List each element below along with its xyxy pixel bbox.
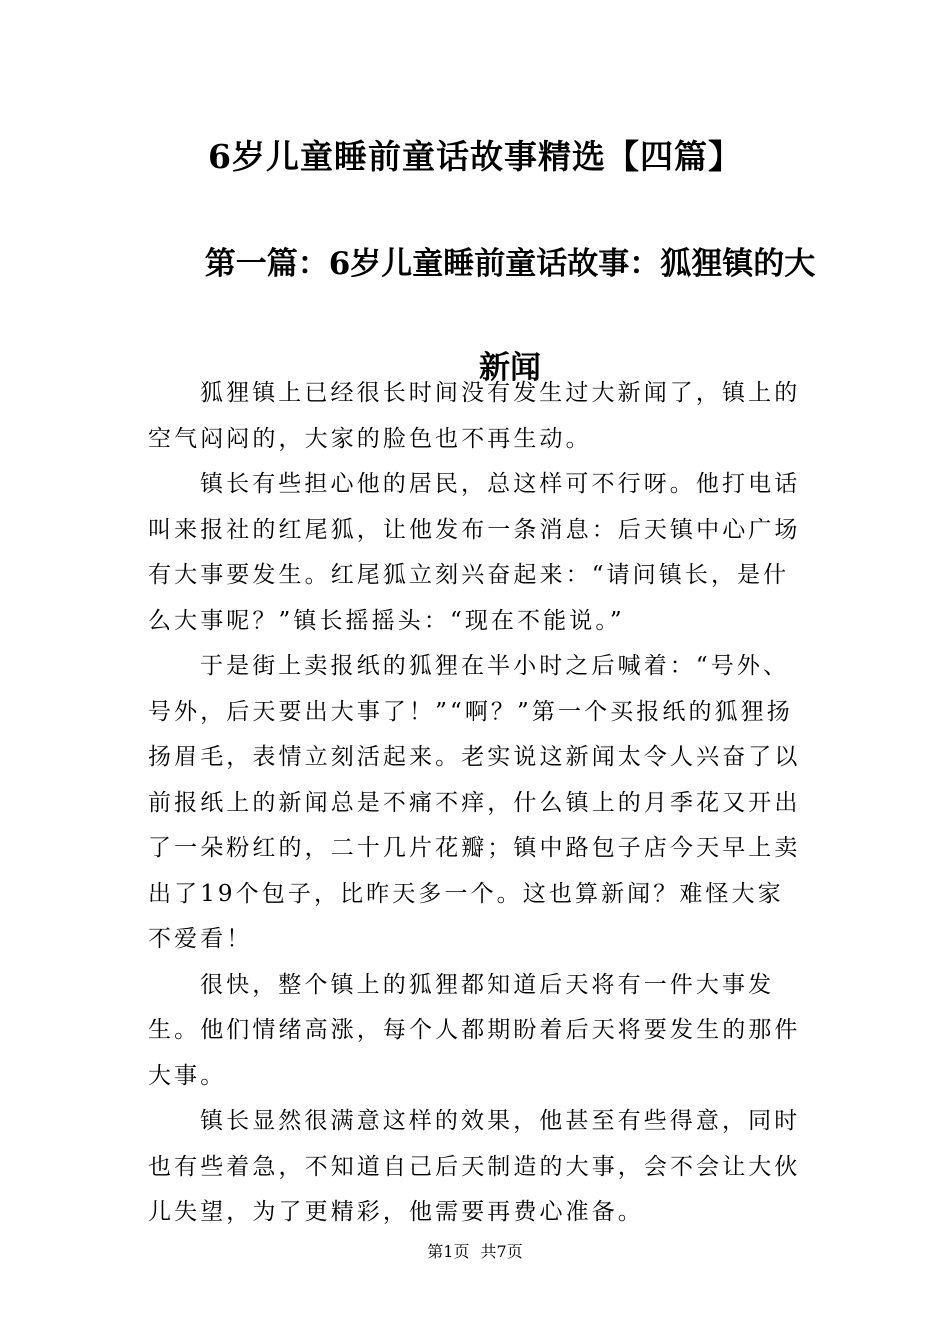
page-total: 共7页 xyxy=(480,1242,523,1261)
document-title: 6岁儿童睡前童话故事精选【四篇】 xyxy=(208,137,742,176)
paragraph: 狐狸镇上已经很长时间没有发生过大新闻了，镇上的空气闷闷的，大家的脸色也不再生动。 xyxy=(148,380,801,452)
page-number: 第1页 xyxy=(427,1242,470,1261)
paragraph: 很快，整个镇上的狐狸都知道后天将有一件大事发生。他们情绪高涨，每个人都期盼着后天将要发生的那件大事。 xyxy=(148,971,801,1089)
paragraph: 于是街上卖报纸的狐狸在半小时之后喊着：“号外、号外，后天要出大事了！”“啊？”第一个买报纸的狐狸扬扬眉毛，表情立刻活起来。老实说这新闻太令人兴奋了以前报纸上的新闻总是不痛不痒，什么镇上的月季花又开出了一朵粉红的，二十几片花瓣；镇中路包子店今天早上卖出了19个包子，比昨天多一个。这也算新闻？难怪大家不爱看！ xyxy=(148,653,801,952)
paragraph: 镇长有些担心他的居民，总这样可不行呀。他打电话叫来报社的红尾狐，让他发布一条消息：后天镇中心广场有大事要发生。红尾狐立刻兴奋起来：“请问镇长，是什么大事呢？”镇长摇摇头：“现在不能说。” xyxy=(148,471,801,634)
body-text xyxy=(148,371,808,1236)
section-heading: 第一篇：6岁儿童睡前童话故事：狐狸镇的大新闻 xyxy=(204,246,816,386)
page-footer xyxy=(0,1240,950,1264)
paragraph: 镇长显然很满意这样的效果，他甚至有些得意，同时也有些着急，不知道自己后天制造的大事，会不会让大伙儿失望，为了更精彩，他需要再费心准备。 xyxy=(148,1108,801,1225)
